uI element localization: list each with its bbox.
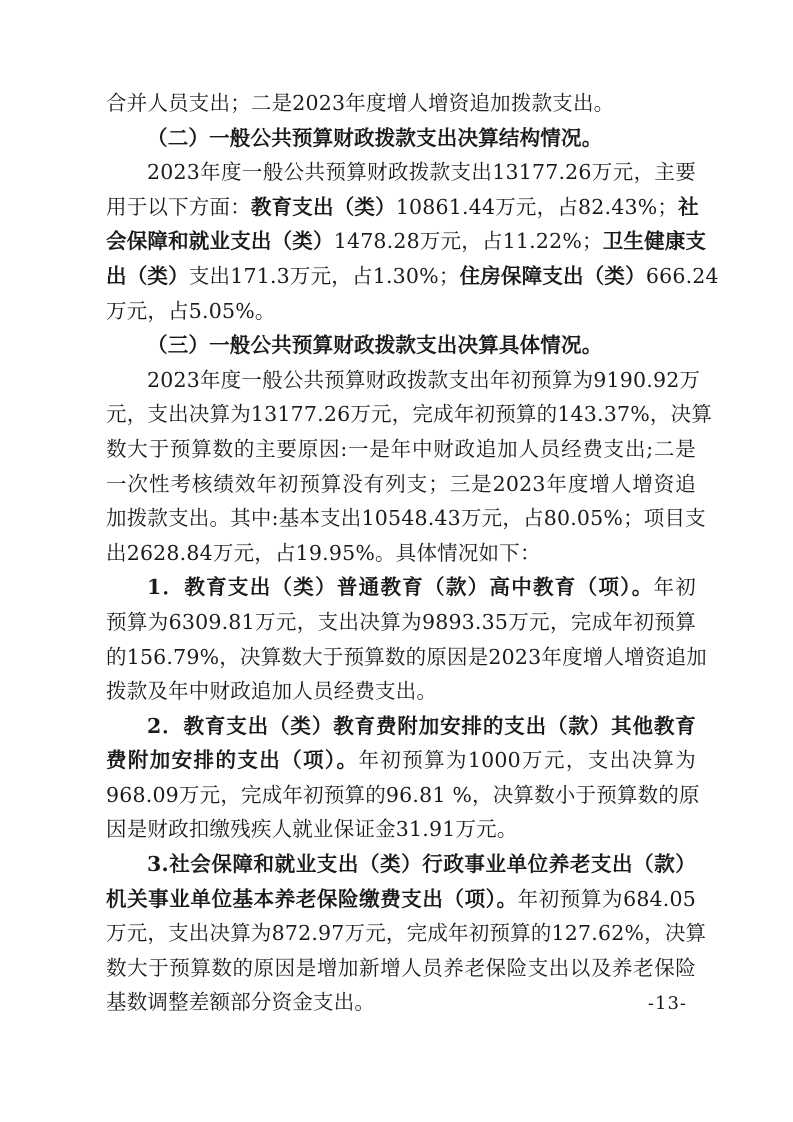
section-heading: （二）一般公共预算财政拨款支出决算结构情况。 (147, 125, 603, 150)
paragraph-line: 万元，占5.05%。 (106, 298, 276, 323)
text-run: 用于以下方面： (106, 194, 251, 219)
paragraph-line: 万元，支出决算为872.97万元，完成年初预算的127.62%，决算 (106, 921, 707, 946)
paragraph-line: 2023年度一般公共预算财政拨款支出13177.26万元，主要 (147, 160, 696, 185)
paragraph-line (106, 259, 719, 294)
paragraph-line: 元，支出决算为13177.26万元，完成年初预算的143.37%，决算 (106, 402, 713, 427)
item-heading: 费附加安排的支出（项）。 (106, 748, 359, 773)
item-heading: 机关事业单位基本养老保险缴费支出（项）。 (106, 886, 518, 911)
text-run: 666.24 (645, 263, 719, 288)
paragraph-line: 加拨款支出。其中:基本支出10548.43万元，占80.05%；项目支 (106, 506, 706, 531)
page-number: -13- (647, 993, 687, 1014)
paragraph-line: 一次性考核绩效年初预算没有列支；三是2023年度增人增资追 (106, 471, 696, 496)
paragraph-line: 数大于预算数的主要原因:一是年中财政追加人员经费支出;二是 (106, 436, 696, 461)
paragraph-line: 合并人员支出；二是2023年度增人增资追加拨款支出。 (106, 91, 615, 115)
paragraph-line (106, 570, 696, 605)
paragraph-line (106, 224, 707, 259)
text-run: 年初预算为684.05 (517, 886, 697, 911)
paragraph-line: 因是财政扣缴残疾人就业保证金31.91万元。 (106, 817, 518, 842)
category-label: 卫生健康支 (602, 229, 707, 254)
section-heading: （三）一般公共预算财政拨款支出决算具体情况。 (147, 333, 603, 358)
paragraph-line: 出2628.84万元，占19.95%。具体情况如下： (106, 540, 541, 565)
text-run: 年初 (653, 575, 697, 600)
paragraph-line: 基数调整差额部分资金支出。 (106, 990, 376, 1015)
paragraph-line (106, 882, 696, 917)
category-label: 出（类） (106, 263, 189, 288)
text-run: 10861.44万元，占82.43%； (395, 194, 679, 219)
item-heading: 2．教育支出（类）教育费附加安排的支出（款）其他教育 (147, 713, 696, 738)
paragraph-line: 拨款及年中财政追加人员经费支出。 (106, 679, 438, 704)
paragraph-line (106, 743, 696, 778)
document-body (106, 86, 719, 1020)
text-run: 支出171.3万元，占1.30%； (188, 263, 460, 288)
category-label: 教育支出（类） (250, 194, 396, 219)
category-label: 住房保障支出（类） (459, 263, 646, 288)
item-heading: 1．教育支出（类）普通教育（款）高中教育（项）。 (147, 575, 654, 600)
paragraph-line (106, 190, 699, 225)
paragraph-line: 的156.79%，决算数大于预算数的原因是2023年度增人增资追加 (106, 644, 707, 669)
paragraph-line: 预算为6309.81万元，支出决算为9893.35万元，完成年初预算 (106, 609, 696, 634)
paragraph-line: 数大于预算数的原因是增加新增人员养老保险支出以及养老保险 (106, 955, 696, 980)
paragraph-line: 2023年度一般公共预算财政拨款支出年初预算为9190.92万 (147, 367, 701, 392)
category-label: 社 (678, 194, 699, 219)
paragraph-line: 968.09万元，完成年初预算的96.81 %，决算数小于预算数的原 (106, 782, 700, 807)
category-label: 会保障和就业支出（类） (106, 229, 334, 254)
item-heading: 3.社会保障和就业支出（类）行政事业单位养老支出（款） (147, 852, 696, 877)
text-run: 1478.28万元，占11.22%； (333, 229, 603, 254)
text-run: 年初预算为1000万元，支出决算为 (358, 748, 696, 773)
